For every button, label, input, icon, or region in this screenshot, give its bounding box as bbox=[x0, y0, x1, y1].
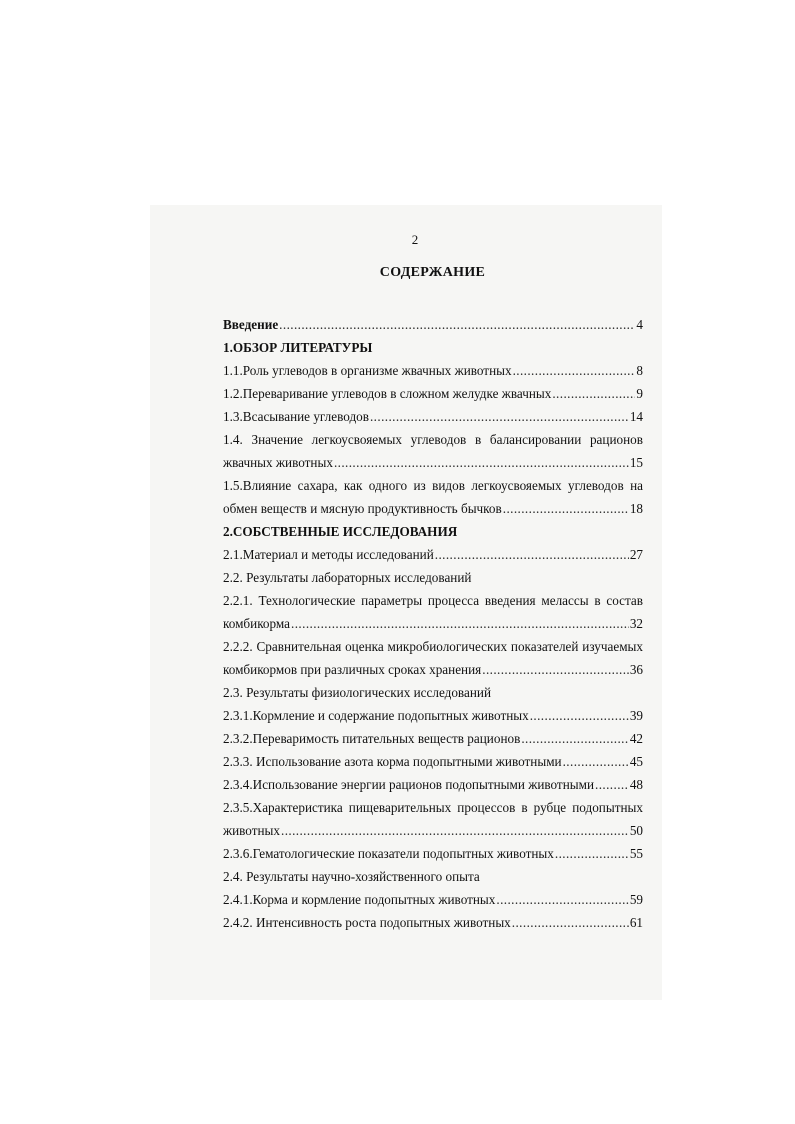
toc-entry bbox=[223, 704, 643, 727]
section-heading-2: 2.СОБСТВЕННЫЕ ИССЛЕДОВАНИЯ bbox=[223, 524, 458, 539]
toc-entry bbox=[223, 543, 643, 566]
toc-page-number: 42 bbox=[629, 731, 643, 746]
dot-leader bbox=[279, 313, 635, 336]
dot-leader bbox=[281, 819, 629, 842]
toc-page-number: 59 bbox=[629, 892, 643, 907]
toc-page-number: 32 bbox=[629, 616, 643, 631]
toc-page-number: 8 bbox=[636, 363, 643, 378]
toc-subheading-text: 2.3. Результаты физиологических исследований bbox=[223, 685, 492, 700]
toc-entry bbox=[223, 888, 643, 911]
toc-page-number: 39 bbox=[629, 708, 643, 723]
toc-entry-text: 2.3.4.Использование энергии рационов подопытными животными bbox=[223, 777, 595, 792]
toc-page-number: 14 bbox=[629, 409, 643, 424]
dot-leader bbox=[595, 773, 629, 796]
dot-leader bbox=[291, 612, 629, 635]
toc-page-number: 18 bbox=[629, 501, 643, 516]
toc-entry-text: 2.3.1.Кормление и содержание подопытных животных bbox=[223, 708, 529, 723]
toc-entry-text: 1.3.Всасывание углеводов bbox=[223, 409, 369, 424]
dot-leader bbox=[552, 382, 635, 405]
toc-page-number: 9 bbox=[636, 386, 643, 401]
toc-subheading bbox=[223, 681, 643, 704]
toc-subheading-text: 2.4. Результаты научно-хозяйственного опыта bbox=[223, 869, 480, 884]
toc-page-number: 4 bbox=[636, 317, 643, 332]
dot-leader bbox=[496, 888, 628, 911]
toc-subheading bbox=[223, 566, 643, 589]
toc-entry-text: 2.3.6.Гематологические показатели подопытных животных bbox=[223, 846, 554, 861]
toc-entry bbox=[223, 911, 643, 934]
toc-entry bbox=[223, 405, 643, 428]
page-title: СОДЕРЖАНИЕ bbox=[379, 265, 486, 280]
toc-entry-text: комбикорма bbox=[223, 616, 291, 631]
toc-entry bbox=[223, 727, 643, 750]
dot-leader bbox=[563, 750, 629, 773]
toc-entry bbox=[223, 819, 643, 842]
toc-entry-line1: 1.5.Влияние сахара, как одного из видов легкоусвояемых углеводов на bbox=[223, 478, 643, 493]
toc-entry-text: 2.4.2. Интенсивность роста подопытных животных bbox=[223, 915, 511, 930]
dot-leader bbox=[521, 727, 628, 750]
dot-leader bbox=[513, 359, 636, 382]
toc-entry-text: Введение bbox=[223, 317, 279, 332]
dot-leader bbox=[530, 704, 629, 727]
toc-entry-line1: 2.2.1. Технологические параметры процесса введения мелассы в состав bbox=[223, 593, 643, 608]
dot-leader bbox=[512, 911, 629, 934]
toc-entry-intro bbox=[223, 313, 643, 336]
toc-page-number: 48 bbox=[629, 777, 643, 792]
toc-entry-text: 2.3.3. Использование азота корма подопытными животными bbox=[223, 754, 562, 769]
toc-entry-line1: 1.4. Значение легкоусвояемых углеводов в балансировании рационов bbox=[223, 432, 643, 447]
toc-page-number: 55 bbox=[629, 846, 643, 861]
toc-subheading bbox=[223, 865, 643, 888]
toc-entry bbox=[223, 750, 643, 773]
toc-entry-text: 1.2.Переваривание углеводов в сложном желудке жвачных bbox=[223, 386, 552, 401]
toc-entry-text: 2.3.2.Переваримость питательных веществ рационов bbox=[223, 731, 521, 746]
dot-leader bbox=[370, 405, 629, 428]
toc-entry-text: 2.4.1.Корма и кормление подопытных животных bbox=[223, 892, 496, 907]
toc-entry bbox=[223, 842, 643, 865]
dot-leader bbox=[503, 497, 629, 520]
table-of-contents bbox=[223, 313, 643, 934]
toc-page-number: 61 bbox=[629, 915, 643, 930]
toc-page-number: 27 bbox=[629, 547, 643, 562]
toc-entry bbox=[223, 773, 643, 796]
page-number: 2 bbox=[411, 232, 419, 247]
toc-page-number: 36 bbox=[629, 662, 643, 677]
toc-page-number: 50 bbox=[629, 823, 643, 838]
toc-entry-text: обмен веществ и мясную продуктивность бычков bbox=[223, 501, 502, 516]
toc-entry-line1: 2.2.2. Сравнительная оценка микробиологических показателей изучаемых bbox=[223, 639, 643, 654]
toc-entry-text: 1.1.Роль углеводов в организме жвачных животных bbox=[223, 363, 512, 378]
dot-leader bbox=[482, 658, 629, 681]
toc-entry bbox=[223, 451, 643, 474]
toc-subheading-text: 2.2. Результаты лабораторных исследований bbox=[223, 570, 472, 585]
dot-leader bbox=[435, 543, 629, 566]
toc-entry bbox=[223, 359, 643, 382]
section-heading-1: 1.ОБЗОР ЛИТЕРАТУРЫ bbox=[223, 340, 373, 355]
toc-page-number: 15 bbox=[629, 455, 643, 470]
toc-entry-text: животных bbox=[223, 823, 280, 838]
toc-entry-line1: 2.3.5.Характеристика пищеварительных процессов в рубце подопытных bbox=[223, 800, 643, 815]
toc-entry bbox=[223, 612, 643, 635]
toc-entry-text: комбикормов при различных сроках хранения bbox=[223, 662, 482, 677]
toc-entry bbox=[223, 382, 643, 405]
toc-page-number: 45 bbox=[629, 754, 643, 769]
toc-entry bbox=[223, 497, 643, 520]
dot-leader bbox=[555, 842, 629, 865]
toc-entry-text: жвачных животных bbox=[223, 455, 333, 470]
dot-leader bbox=[334, 451, 629, 474]
toc-entry bbox=[223, 658, 643, 681]
toc-entry-text: 2.1.Материал и методы исследований bbox=[223, 547, 434, 562]
